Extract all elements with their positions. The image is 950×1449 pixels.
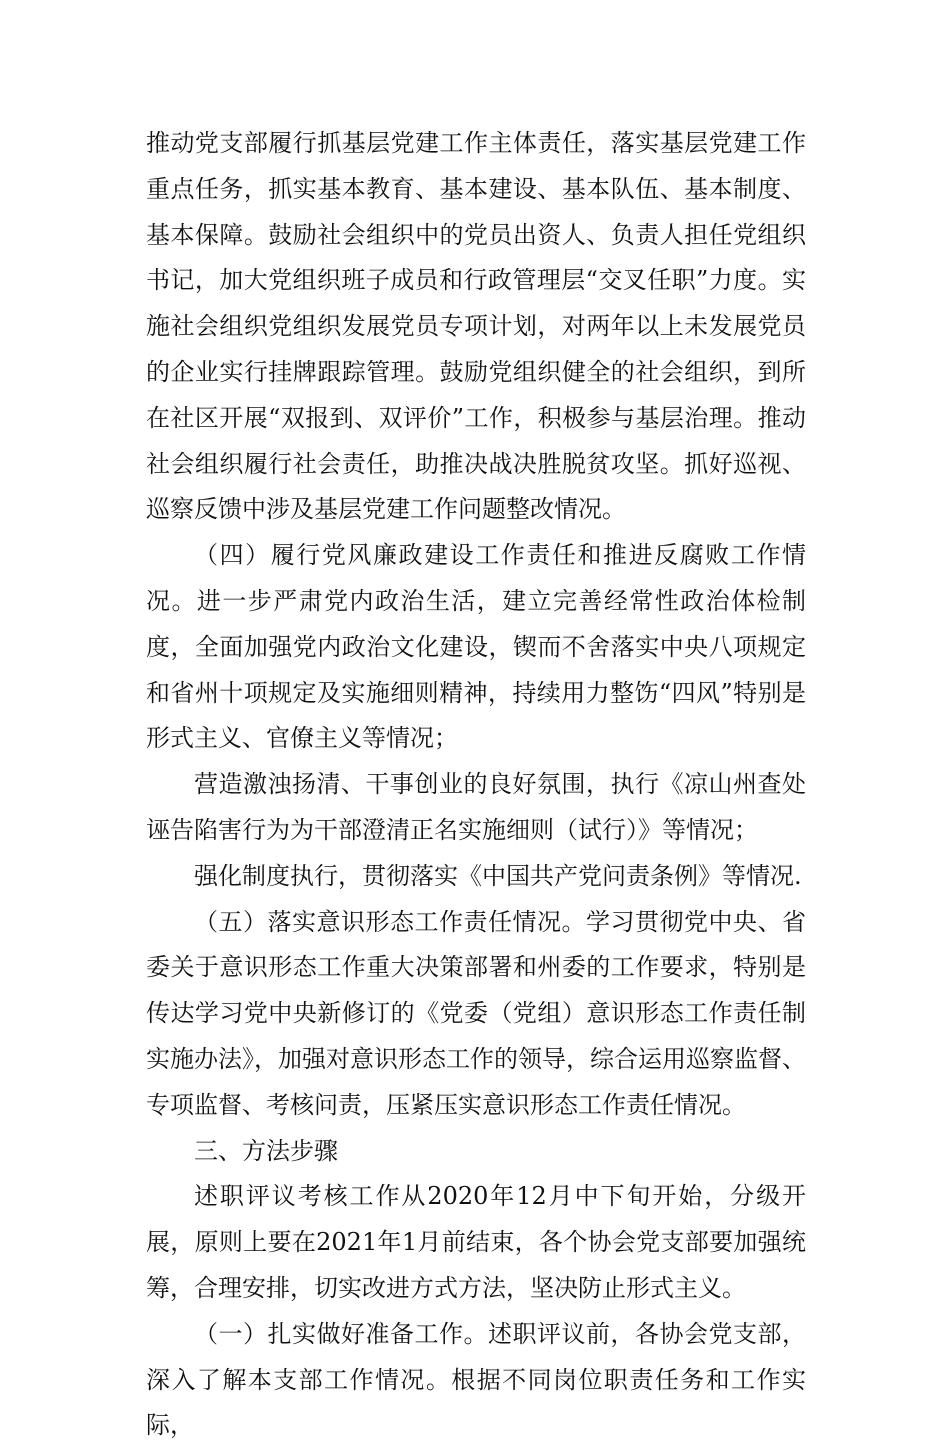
paragraph-section-four: （四）履行党风廉政建设工作责任和推进反腐败工作情况。进一步严肃党内政治生活，建立完善经常性政治体检制度，全面加强党内政治文化建设，锲而不舍落实中央八项规定和省州十项规定及实施细则精神，持续用力整饬“四风”特别是形式主义、官僚主义等情况； — [146, 541, 806, 753]
paragraph-accountability: 强化制度执行，贯彻落实《中国共产党问责条例》等情况. — [194, 861, 802, 890]
paragraph-party-building-continuation: 推动党支部履行抓基层党建工作主体责任，落实基层党建工作重点任务，抓实基本教育、基本建设、基本队伍、基本制度、基本保障。鼓励社会组织中的党员出资人、负责人担任党组织书记，加大党组织班子成员和行政管理层“交叉任职”力度。实施社会组织党组织发展党员专项计划，对两年以上未发展党员的企业实行挂牌跟踪管理。鼓励党组织健全的社会组织，到所在社区开展“双报到、双评价”工作，积极参与基层治理。推动社会组织履行社会责任，助推决战决胜脱贫攻坚。抓好巡视、巡察反馈中涉及基层党建工作问题整改情况。 — [146, 129, 806, 524]
paragraph-schedule: 述职评议考核工作从2020年12月中下旬开始，分级开展，原则上要在2021年1月前结束，各个协会党支部要加强统筹，合理安排，切实改进方式方法，坚决防止形式主义。 — [146, 1182, 806, 1302]
paragraph-preparation: （一）扎实做好准备工作。述职评议前，各协会党支部，深入了解本支部工作情况。根据不同岗位职责任务和工作实际， — [146, 1319, 806, 1440]
section-heading-methods: 三、方法步骤 — [194, 1136, 338, 1165]
paragraph-section-five: （五）落实意识形态工作责任情况。学习贯彻党中央、省委关于意识形态工作重大决策部署和州委的工作要求，特别是传达学习党中央新修订的《党委（党组）意识形态工作责任制实施办法》，加强对意识形态工作的领导，综合运用巡察监督、专项监督、考核问责，压紧压实意识形态工作责任情况。 — [146, 907, 806, 1119]
document-body — [146, 121, 806, 1449]
paragraph-climate: 营造激浊扬清、干事创业的良好氛围，执行《凉山州查处诬告陷害行为为干部澄清正名实施细则（试行）》等情况； — [146, 770, 806, 844]
